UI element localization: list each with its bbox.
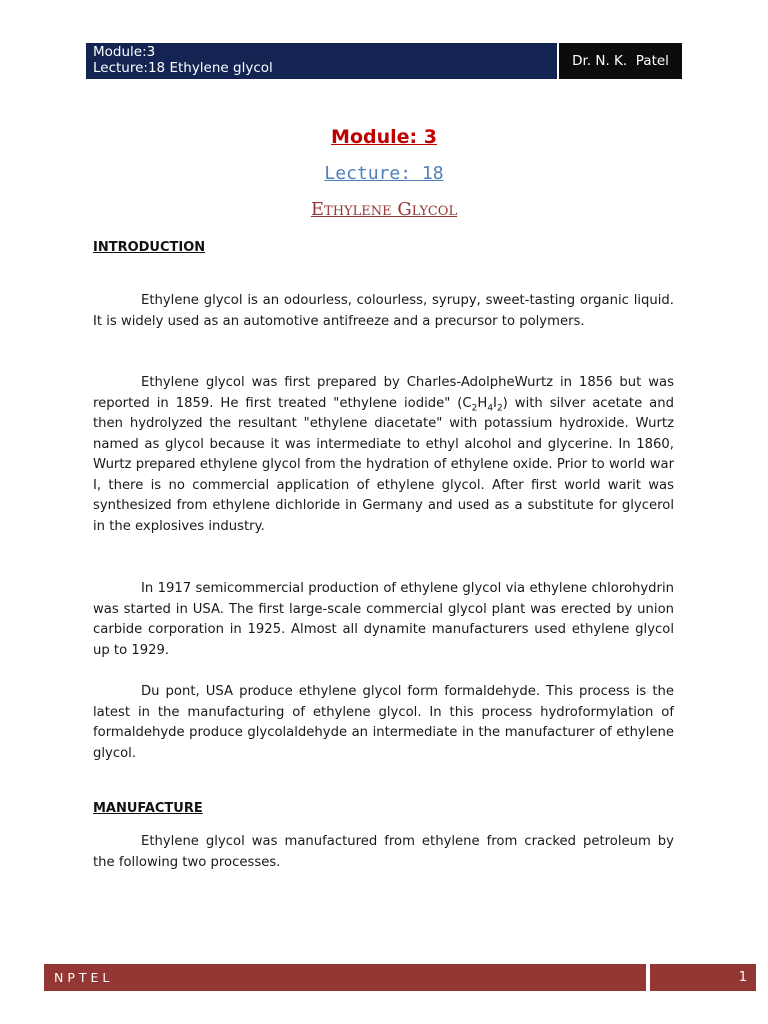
manufacture-heading: MANUFACTURE (93, 801, 203, 816)
module-title: Module: 3 (331, 126, 437, 148)
introduction-heading: INTRODUCTION (93, 240, 206, 255)
footer-label: NPTEL (54, 970, 114, 985)
subscript: 4 (487, 403, 494, 414)
header-lecture: Lecture:18 Ethylene glycol (93, 60, 273, 76)
text-segment: I (493, 395, 497, 411)
paragraph-commercial: In 1917 semicommercial production of ethylene glycol via ethylene chlorohydrin was started in USA. The first large-scale commercial glycol plant was erected by union carbide corporation in 1925. Almost all dynamite manufacturers used ethylene glycol up to 1929. (93, 581, 674, 658)
paragraph-manufacture: Ethylene glycol was manufactured from ethylene from cracked petroleum by the following two processes. (93, 834, 674, 870)
page-number: 1 (650, 964, 756, 991)
subscript: 2 (496, 403, 503, 414)
text-segment: ) with silver acetate and then hydrolyzed the resultant "ethylene diacetate" with potassium hydroxide. Wurtz named as glycol because it was intermediate to ethyl alcohol and glycerine. In 1860, Wurtz prepared ethylene glycol from the hydration of ethylene oxide. Prior to world war I, there is no commercial application of ethylene glycol. After first world warit was synthesized from ethylene dichloride in Germany and used as a substitute for glycerol in the explosives industry. (93, 395, 674, 534)
footer-bar (44, 964, 646, 991)
topic-title: Ethylene Glycol (310, 199, 458, 220)
lecture-title: Lecture: 18 (324, 163, 444, 184)
paragraph-history (93, 373, 674, 537)
header-bar (86, 43, 557, 79)
paragraph-intro: Ethylene glycol is an odourless, colourless, syrupy, sweet-tasting organic liquid. It is widely used as an automotive antifreeze and a precursor to polymers. (93, 293, 674, 329)
subscript: 2 (471, 403, 478, 414)
text-segment: H (477, 395, 488, 411)
paragraph-dupont: Du pont, USA produce ethylene glycol form formaldehyde. This process is the latest in the manufacturing of ethylene glycol. In this process hydroformylation of formaldehyde produce glycolaldehyde an intermediate in the manufacturer of ethylene glycol. (93, 684, 674, 761)
header-module: Module:3 (93, 44, 156, 60)
text-segment: Ethylene glycol was first prepared by Charles-AdolpheWurtz in 1856 but was reported in 1859. He first treated "ethylene iodide" (C (93, 375, 674, 411)
header-author: Dr. N. K. Patel (559, 43, 682, 79)
